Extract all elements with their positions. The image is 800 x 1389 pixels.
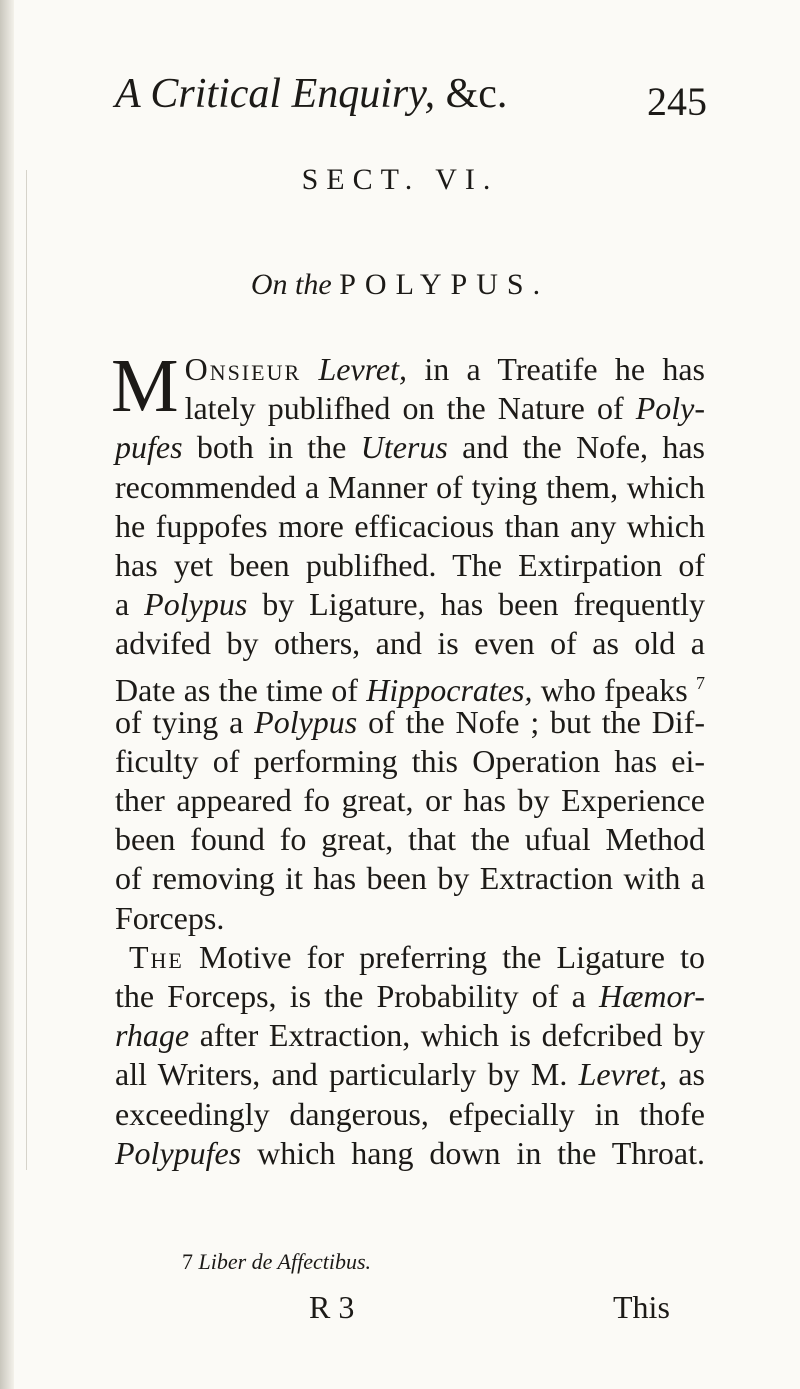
text-line — [115, 664, 706, 708]
running-head — [115, 70, 707, 130]
text-run: he fuppofes more efficacious than any which — [115, 507, 705, 544]
text-line — [115, 468, 705, 507]
text-line — [115, 585, 705, 624]
text-line — [115, 1095, 705, 1134]
running-head-title — [115, 70, 507, 118]
text-line — [115, 1055, 705, 1094]
footnote — [182, 1249, 371, 1275]
text-line — [115, 546, 705, 585]
text-run: Polypus — [144, 586, 248, 623]
text-run: Polypufes — [115, 1134, 242, 1171]
text-run: after Extraction, which is defcribed by — [189, 1017, 705, 1054]
paragraph-2 — [115, 938, 705, 1173]
text-run: ficulty of performing this Operation has ei- — [115, 742, 705, 779]
text-run: Poly- — [635, 390, 705, 427]
text-run: Motive for preferring the Ligature to — [183, 938, 705, 975]
text-line — [115, 977, 705, 1016]
text-line — [115, 624, 705, 663]
text-run: Hippocrates, — [366, 671, 533, 708]
drop-cap: M — [111, 344, 179, 428]
page-fold-line — [26, 170, 27, 1170]
text-run: which hang down in the Throat. — [241, 1134, 705, 1171]
text-run: Forceps. — [115, 899, 225, 936]
text-run: Date as the time of — [115, 671, 367, 708]
text-line — [115, 507, 705, 546]
text-run: of the Nofe ; but the Dif- — [357, 703, 706, 740]
paragraph-1 — [111, 344, 706, 938]
text-run: Levret, — [578, 1056, 668, 1093]
text-line — [115, 703, 705, 742]
text-run: pufes — [115, 429, 183, 466]
running-head-etc: &c. — [445, 71, 508, 117]
text-run: Onsieur — [184, 351, 302, 387]
footnote-reference: 7 — [696, 672, 706, 693]
subtitle-prefix: On the — [250, 268, 332, 301]
footnote-marker: 7 — [182, 1249, 193, 1274]
signature-mark: R 3 — [309, 1289, 355, 1325]
page-number: 245 — [647, 79, 707, 124]
text-run: as — [667, 1056, 706, 1093]
text-run: Uterus — [360, 429, 448, 466]
text-run — [301, 351, 318, 387]
text-line — [115, 1016, 705, 1055]
body-text — [111, 344, 706, 1173]
section-subtitle — [0, 268, 800, 302]
footnote-text: Liber de Affectibus. — [198, 1249, 372, 1274]
text-line — [115, 742, 705, 781]
text-line — [115, 350, 705, 389]
text-run: of tying a — [115, 703, 255, 740]
text-run: the Forceps, is the Probability of a — [115, 978, 599, 1014]
subtitle-main: POLYPUS. — [339, 268, 550, 301]
text-run: by Ligature, has been frequently — [247, 586, 706, 623]
text-run: ther appeared fo great, or has by Experience — [115, 782, 705, 819]
text-run: lately publifhed on the Nature of — [184, 390, 636, 427]
text-run: and the Nofe, has — [447, 429, 706, 466]
text-run: has yet been publifhed. The Extirpation of — [115, 546, 705, 583]
text-line — [115, 389, 705, 428]
page-gutter-shadow — [0, 0, 14, 1389]
text-run: Polypus — [254, 703, 358, 740]
text-run: a — [115, 586, 145, 623]
text-line — [115, 781, 705, 820]
text-run: The — [129, 938, 184, 975]
text-run: rhage — [115, 1017, 190, 1054]
text-run: exceedingly dangerous, efpecially in thofe — [115, 1095, 705, 1132]
text-run: of removing it has been by Extraction with a — [115, 860, 705, 897]
text-run: Levret, — [318, 351, 408, 387]
text-line — [115, 938, 705, 977]
text-run: both in the — [182, 429, 361, 466]
text-line — [115, 899, 705, 938]
text-run: recommended a Manner of tying them, which — [115, 468, 705, 505]
text-run: who fpeaks — [532, 671, 697, 708]
catchword: This — [613, 1289, 670, 1325]
text-run: been found fo great, that the ufual Method — [115, 821, 705, 858]
text-run: Hæmor- — [598, 978, 705, 1014]
section-heading: SECT. VI. — [301, 163, 499, 196]
text-line — [115, 428, 705, 467]
text-run: advifed by others, and is even of as old a — [115, 625, 705, 662]
text-line — [115, 820, 705, 859]
running-head-title-text: A Critical Enquiry, — [115, 71, 436, 117]
text-run: all Writers, and particularly by M. — [115, 1056, 579, 1093]
text-line — [115, 1134, 705, 1173]
text-line — [115, 859, 705, 898]
text-run: in a Treatife he has — [407, 351, 706, 387]
